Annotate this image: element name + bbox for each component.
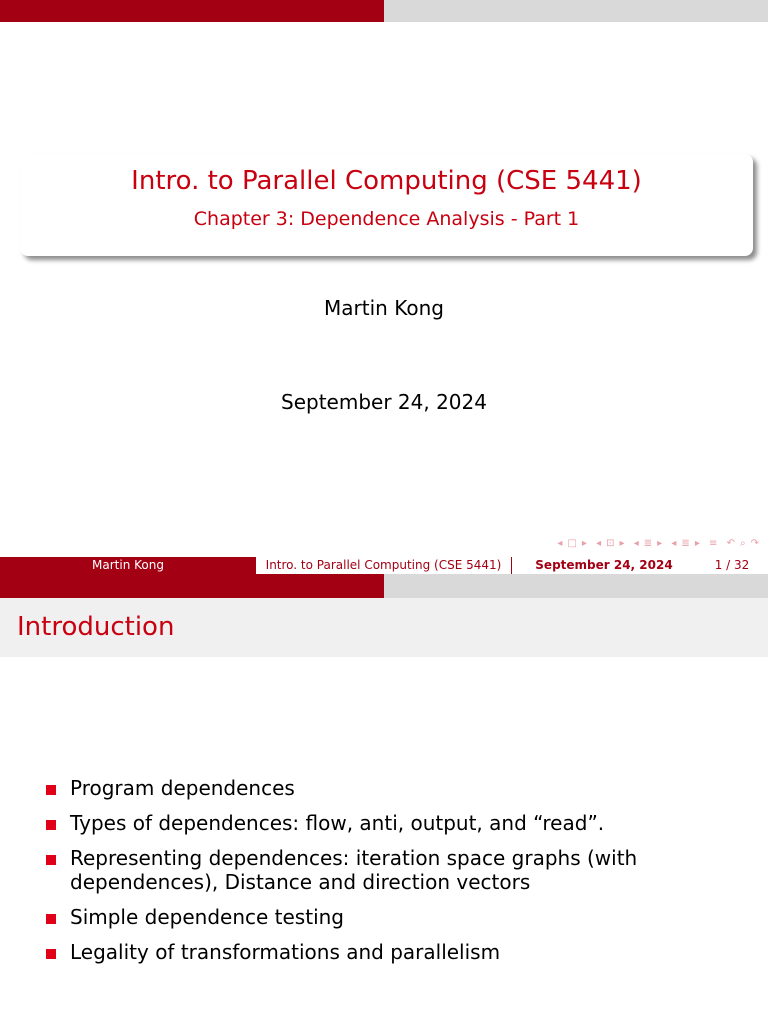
footer-page-number: 1 / 32 xyxy=(696,557,768,574)
bullet-icon xyxy=(46,855,56,865)
section-icon[interactable]: ≣ xyxy=(643,538,654,549)
bullet-text: Program dependences xyxy=(70,776,295,800)
beamer-navigation xyxy=(553,538,760,549)
author-name: Martin Kong xyxy=(324,296,444,320)
footer-author: Martin Kong xyxy=(0,557,256,574)
frame-header xyxy=(0,598,768,657)
prev-section-icon[interactable]: ◂ xyxy=(633,538,640,549)
footer-date: September 24, 2024 xyxy=(512,557,696,574)
next-subsection-icon[interactable]: ▸ xyxy=(619,538,626,549)
header-bar-left xyxy=(0,0,384,22)
list-item xyxy=(46,940,758,964)
bullet-icon xyxy=(46,820,56,830)
align-icon[interactable]: ≡ xyxy=(709,538,719,549)
footer-info-row xyxy=(0,557,768,574)
title-box xyxy=(20,154,753,256)
next-frame-icon[interactable]: ▸ xyxy=(581,538,588,549)
bullet-text: Legality of transformations and parallelism xyxy=(70,940,501,964)
list-item xyxy=(46,905,758,929)
presentation-title: Intro. to Parallel Computing (CSE 5441) xyxy=(131,166,642,196)
footer-title: Intro. to Parallel Computing (CSE 5441) xyxy=(256,557,512,574)
undo-icon[interactable]: ↷ xyxy=(750,538,760,549)
header-bar-right xyxy=(384,0,768,22)
bullet-icon xyxy=(46,914,56,924)
bullet-text: Types of dependences: flow, anti, output, and “read”. xyxy=(70,811,605,835)
presentation-date: September 24, 2024 xyxy=(281,390,487,414)
list-item xyxy=(46,811,758,835)
content-slide xyxy=(0,598,768,1024)
search-icon[interactable]: ⌕ xyxy=(740,538,747,549)
back-icon[interactable]: ↶ xyxy=(726,538,736,549)
prev-part-icon[interactable]: ◂ xyxy=(671,538,678,549)
bullet-text: Representing dependences: iteration space graphs (with dependences), Distance and direction vectors xyxy=(70,846,638,894)
prev-frame-icon[interactable]: ◂ xyxy=(557,538,564,549)
slide-footer xyxy=(0,557,768,598)
bullet-icon xyxy=(46,785,56,795)
bullet-text: Simple dependence testing xyxy=(70,905,344,929)
subsection-icon[interactable]: ⊡ xyxy=(606,538,616,549)
frame-title: Introduction xyxy=(17,612,175,642)
presentation-subtitle: Chapter 3: Dependence Analysis - Part 1 xyxy=(193,208,580,230)
part-icon[interactable]: ≣ xyxy=(681,538,691,549)
bullet-list xyxy=(46,776,758,975)
frame-icon[interactable]: □ xyxy=(567,538,578,549)
next-part-icon[interactable]: ▸ xyxy=(694,538,701,549)
list-item xyxy=(46,776,758,800)
prev-subsection-icon[interactable]: ◂ xyxy=(596,538,603,549)
bullet-icon xyxy=(46,949,56,959)
list-item xyxy=(46,846,758,894)
next-section-icon[interactable]: ▸ xyxy=(657,538,664,549)
